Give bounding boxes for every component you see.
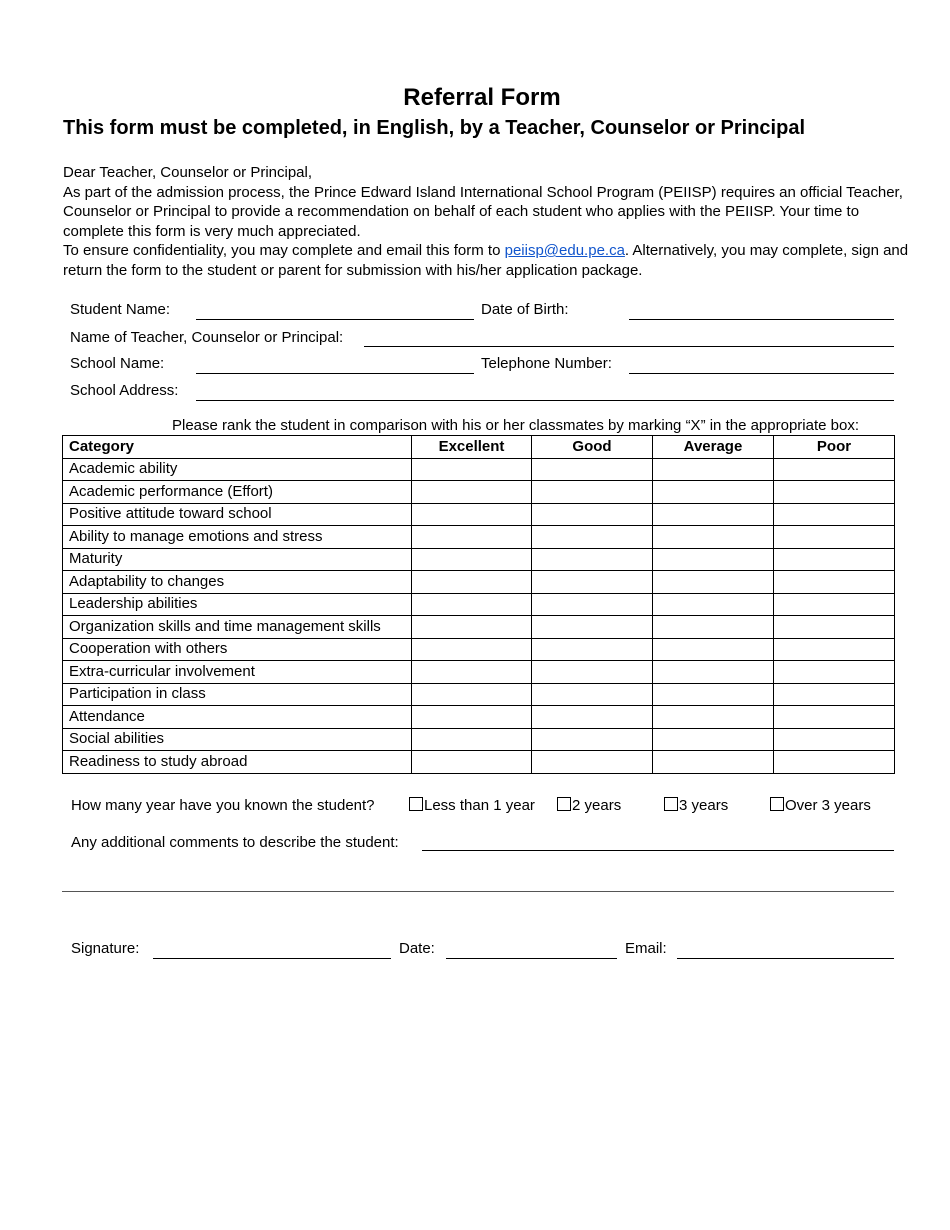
category-cell: Adaptability to changes [63, 571, 412, 594]
excellent-box[interactable] [412, 458, 532, 481]
option-2-years[interactable] [557, 797, 621, 814]
header-excellent: Excellent [412, 436, 532, 459]
date-field[interactable] [446, 958, 617, 959]
poor-box[interactable] [774, 683, 895, 706]
poor-box[interactable] [774, 526, 895, 549]
teacher-name-label: Name of Teacher, Counselor or Principal: [70, 329, 344, 346]
table-row [63, 571, 895, 594]
poor-box[interactable] [774, 728, 895, 751]
signature-field[interactable] [153, 958, 391, 959]
excellent-box[interactable] [412, 548, 532, 571]
checkbox-icon[interactable] [664, 797, 678, 811]
ranking-instruction: Please rank the student in comparison with his or her classmates by marking “X” in the appropriate box: [172, 417, 859, 434]
teacher-name-field[interactable] [364, 346, 894, 347]
ranking-header-row [63, 436, 895, 459]
date-label: Date: [399, 940, 435, 957]
school-name-label: School Name: [70, 355, 165, 372]
category-cell: Extra-curricular involvement [63, 661, 412, 684]
excellent-box[interactable] [412, 526, 532, 549]
ranking-table [62, 435, 895, 774]
table-row [63, 751, 895, 774]
category-cell: Leadership abilities [63, 593, 412, 616]
excellent-box[interactable] [412, 751, 532, 774]
category-cell: Social abilities [63, 728, 412, 751]
average-box[interactable] [653, 593, 774, 616]
good-box[interactable] [532, 571, 653, 594]
good-box[interactable] [532, 751, 653, 774]
years-known-question: How many year have you known the student? [71, 797, 375, 814]
average-box[interactable] [653, 571, 774, 594]
email-link[interactable]: peiisp@edu.pe.ca [504, 242, 625, 259]
good-box[interactable] [532, 683, 653, 706]
table-row [63, 616, 895, 639]
checkbox-icon[interactable] [557, 797, 571, 811]
intro-paragraph-2-end: . Alternatively, you may complete, sign and return the form to the student or parent for submission with his/her application package. [63, 242, 909, 279]
option-3-years[interactable] [664, 797, 728, 814]
table-row [63, 728, 895, 751]
table-row [63, 661, 895, 684]
student-name-field[interactable] [196, 319, 474, 320]
category-cell: Cooperation with others [63, 638, 412, 661]
checkbox-icon[interactable] [770, 797, 784, 811]
average-box[interactable] [653, 481, 774, 504]
intro-paragraph-2-start: To ensure confidentiality, you may complete and email this form to [63, 242, 505, 259]
table-row [63, 593, 895, 616]
telephone-label: Telephone Number: [481, 355, 612, 372]
comments-field-line-2[interactable] [62, 891, 894, 892]
good-box[interactable] [532, 548, 653, 571]
average-box[interactable] [653, 526, 774, 549]
page-title: Referral Form [403, 84, 561, 111]
signature-label: Signature: [71, 940, 140, 957]
excellent-box[interactable] [412, 661, 532, 684]
poor-box[interactable] [774, 481, 895, 504]
category-cell: Academic ability [63, 458, 412, 481]
average-box[interactable] [653, 503, 774, 526]
good-box[interactable] [532, 728, 653, 751]
good-box[interactable] [532, 458, 653, 481]
poor-box[interactable] [774, 458, 895, 481]
student-name-label: Student Name: [70, 301, 171, 318]
table-row [63, 526, 895, 549]
poor-box[interactable] [774, 548, 895, 571]
excellent-box[interactable] [412, 616, 532, 639]
option-label: Less than 1 year [424, 797, 535, 814]
category-cell: Participation in class [63, 683, 412, 706]
category-cell: Organization skills and time management skills [63, 616, 412, 639]
category-cell: Readiness to study abroad [63, 751, 412, 774]
option-less-than-1-year[interactable] [409, 797, 535, 814]
good-box[interactable] [532, 503, 653, 526]
checkbox-icon[interactable] [409, 797, 423, 811]
telephone-field[interactable] [629, 373, 894, 374]
good-box[interactable] [532, 616, 653, 639]
category-cell: Academic performance (Effort) [63, 481, 412, 504]
good-box[interactable] [532, 661, 653, 684]
date-of-birth-label: Date of Birth: [481, 301, 569, 318]
table-row [63, 458, 895, 481]
comments-label: Any additional comments to describe the student: [71, 834, 399, 851]
excellent-box[interactable] [412, 571, 532, 594]
average-box[interactable] [653, 683, 774, 706]
poor-box[interactable] [774, 706, 895, 729]
average-box[interactable] [653, 751, 774, 774]
excellent-box[interactable] [412, 638, 532, 661]
good-box[interactable] [532, 706, 653, 729]
category-cell: Positive attitude toward school [63, 503, 412, 526]
good-box[interactable] [532, 638, 653, 661]
email-label: Email: [625, 940, 667, 957]
category-cell: Attendance [63, 706, 412, 729]
table-row [63, 638, 895, 661]
header-average: Average [653, 436, 774, 459]
table-row [63, 706, 895, 729]
excellent-box[interactable] [412, 683, 532, 706]
average-box[interactable] [653, 638, 774, 661]
poor-box[interactable] [774, 503, 895, 526]
average-box[interactable] [653, 728, 774, 751]
average-box[interactable] [653, 706, 774, 729]
poor-box[interactable] [774, 593, 895, 616]
table-row [63, 548, 895, 571]
table-row [63, 503, 895, 526]
category-cell: Maturity [63, 548, 412, 571]
option-over-3-years[interactable] [770, 797, 871, 814]
table-row [63, 481, 895, 504]
option-label: 2 years [572, 797, 622, 814]
greeting: Dear Teacher, Counselor or Principal, [63, 164, 313, 181]
option-label: 3 years [679, 797, 729, 814]
poor-box[interactable] [774, 661, 895, 684]
category-cell: Ability to manage emotions and stress [63, 526, 412, 549]
average-box[interactable] [653, 661, 774, 684]
intro-text [63, 163, 913, 280]
average-box[interactable] [653, 548, 774, 571]
excellent-box[interactable] [412, 481, 532, 504]
school-name-field[interactable] [196, 373, 474, 374]
comments-field[interactable] [422, 850, 894, 851]
poor-box[interactable] [774, 616, 895, 639]
poor-box[interactable] [774, 638, 895, 661]
page-subtitle: This form must be completed, in English, by a Teacher, Counselor or Principal [63, 117, 806, 139]
poor-box[interactable] [774, 571, 895, 594]
excellent-box[interactable] [412, 503, 532, 526]
good-box[interactable] [532, 526, 653, 549]
average-box[interactable] [653, 616, 774, 639]
school-address-label: School Address: [70, 382, 179, 399]
excellent-box[interactable] [412, 728, 532, 751]
excellent-box[interactable] [412, 706, 532, 729]
good-box[interactable] [532, 593, 653, 616]
school-address-field[interactable] [196, 400, 894, 401]
average-box[interactable] [653, 458, 774, 481]
poor-box[interactable] [774, 751, 895, 774]
header-category: Category [63, 436, 412, 459]
intro-paragraph-2 [63, 241, 913, 280]
excellent-box[interactable] [412, 593, 532, 616]
option-label: Over 3 years [785, 797, 871, 814]
table-row [63, 683, 895, 706]
header-good: Good [532, 436, 653, 459]
good-box[interactable] [532, 481, 653, 504]
date-of-birth-field[interactable] [629, 319, 894, 320]
header-poor: Poor [774, 436, 895, 459]
email-field[interactable] [677, 958, 894, 959]
intro-paragraph-1: As part of the admission process, the Prince Edward Island International School Program (PEIISP) requires an official Teacher, Counselor or Principal to provide a recommendation on behalf of each student who applies with the PEIISP. Your time to complete this form is very much appreciated. [63, 183, 903, 240]
